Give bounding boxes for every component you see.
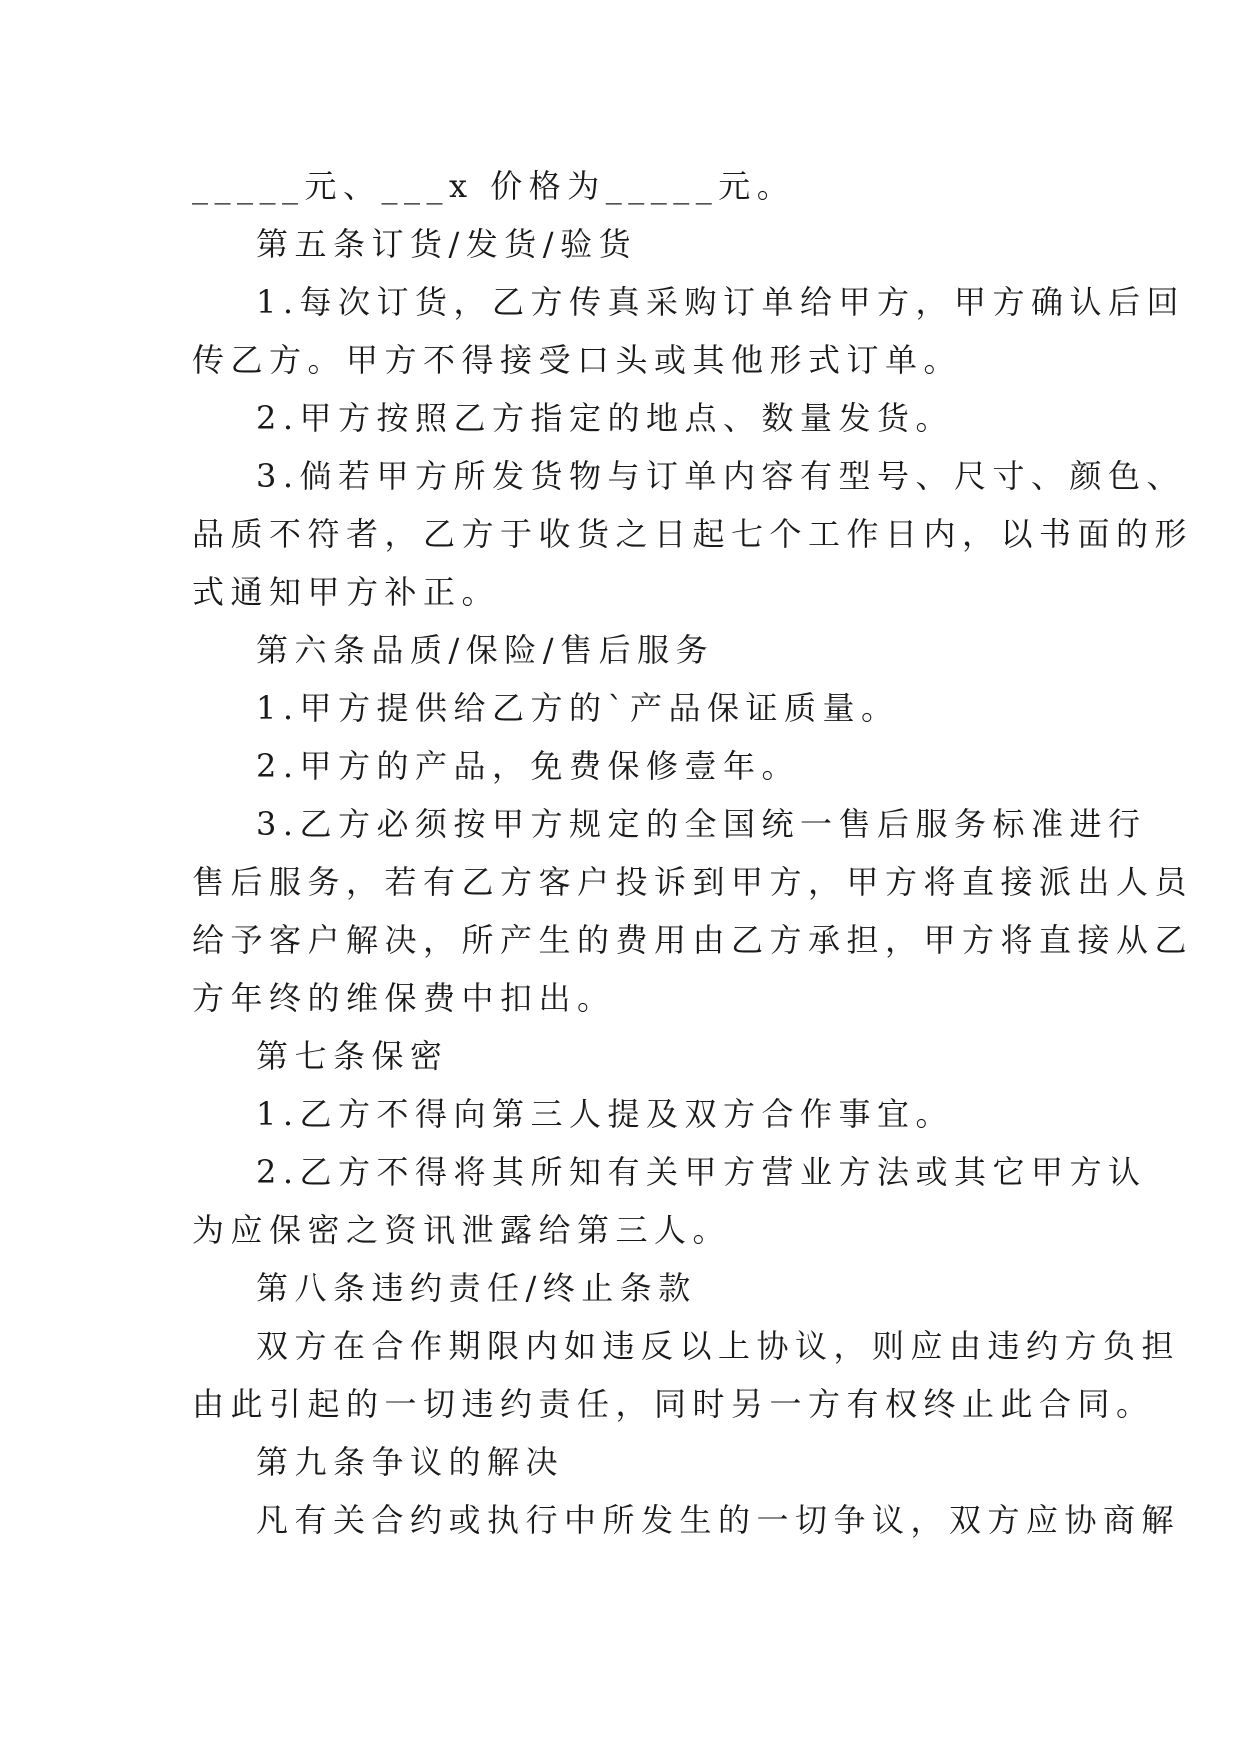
section-heading: 第六条品质/保险/售后服务 (256, 631, 715, 669)
text-line: _____元、___x 价格为_____元。 (192, 167, 796, 205)
text-line: 2.甲方的产品，免费保修壹年。 (256, 747, 801, 785)
section-heading: 第五条订货/发货/验货 (256, 225, 638, 263)
text-line: 3.乙方必须按甲方规定的全国统一售后服务标准进行 (256, 805, 1147, 843)
section-heading: 第七条保密 (256, 1037, 449, 1075)
text-line: 2.乙方不得将其所知有关甲方营业方法或其它甲方认 (256, 1153, 1147, 1191)
text-line: 传乙方。甲方不得接受口头或其他形式订单。 (192, 341, 963, 379)
text-line: 凡有关合约或执行中所发生的一切争议，双方应协商解 (256, 1501, 1181, 1539)
text-line: 为应保密之资讯泄露给第三人。 (192, 1211, 732, 1249)
text-line: 1.每次订货，乙方传真采购订单给甲方，甲方确认后回 (256, 283, 1186, 321)
text-line: 由此引起的一切违约责任，同时另一方有权终止此合同。 (192, 1385, 1155, 1423)
text-line: 式通知甲方补正。 (192, 573, 501, 611)
text-line: 方年终的维保费中扣出。 (192, 979, 616, 1017)
section-heading: 第九条争议的解决 (256, 1443, 565, 1481)
section-heading: 第八条违约责任/终止条款 (256, 1269, 697, 1307)
text-line: 给予客户解决，所产生的费用由乙方承担，甲方将直接从乙 (192, 921, 1194, 959)
text-line: 品质不符者，乙方于收货之日起七个工作日内，以书面的形 (192, 515, 1194, 553)
text-line: 2.甲方按照乙方指定的地点、数量发货。 (256, 399, 955, 437)
text-line: 双方在合作期限内如违反以上协议，则应由违约方负担 (256, 1327, 1181, 1365)
text-line: 3.倘若甲方所发货物与订单内容有型号、尺寸、颜色、 (256, 457, 1186, 495)
text-line: 1.乙方不得向第三人提及双方合作事宜。 (256, 1095, 955, 1133)
text-line: 1.甲方提供给乙方的`产品保证质量。 (256, 689, 900, 727)
text-line: 售后服务，若有乙方客户投诉到甲方，甲方将直接派出人员 (192, 863, 1194, 901)
